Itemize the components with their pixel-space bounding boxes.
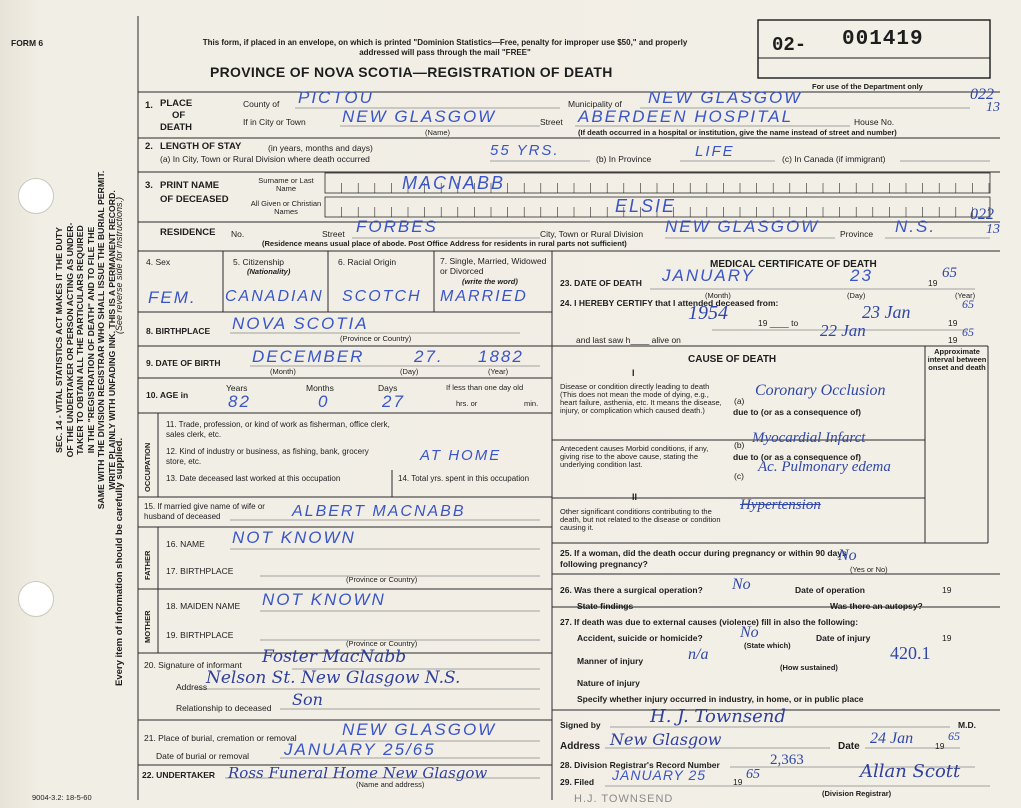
- less-day-label: If less than one day old: [446, 383, 524, 392]
- given-value: ELSIE: [615, 196, 677, 216]
- given-label: All Given or Christian Names: [250, 199, 322, 216]
- undertaker-caption: (Name and address): [356, 780, 425, 789]
- md-label: M.D.: [958, 720, 976, 730]
- dob-label: 9. DATE OF BIRTH: [146, 358, 221, 368]
- occ-12-label: 12. Kind of industry or business, as fishing, bank, grocery store, etc.: [166, 447, 369, 466]
- mother-side-label: MOTHER: [143, 610, 152, 643]
- occ-12-value: AT HOME: [420, 447, 502, 464]
- mother-name-label: 18. MAIDEN NAME: [166, 601, 241, 611]
- cause-of-death-title: CAUSE OF DEATH: [688, 354, 777, 365]
- street-value: ABERDEEN HOSPITAL: [578, 107, 794, 126]
- med-address-value: New Glasgow: [610, 730, 722, 749]
- form-footer-code: 9004-3.2: 18-5-60: [32, 793, 92, 802]
- residence-label: RESIDENCE: [160, 227, 216, 238]
- classification-code: 420.1: [890, 643, 931, 663]
- roman-two: II: [632, 492, 638, 502]
- operation-date-19: 19: [942, 585, 952, 595]
- house-label: House No.: [854, 117, 895, 127]
- physician-stamp: H.J. TOWNSEND: [574, 793, 674, 805]
- autopsy-label: Was there an autopsy?: [830, 601, 923, 611]
- spouse-value: ALBERT MACNABB: [292, 503, 466, 520]
- county-label: County of: [243, 99, 280, 109]
- side-reverse-note: (See reverse side for instructions.): [114, 196, 124, 334]
- marital-label: 7. Single, Married, Widowed or Divorced: [440, 256, 547, 276]
- attended-from: 1954: [688, 302, 728, 324]
- last-saw-label: and last saw h____ alive on: [576, 335, 681, 345]
- med-address-label: Address: [560, 741, 601, 752]
- burial-place-label: 21. Place of burial, cremation or removal: [144, 733, 297, 743]
- father-side-label: FATHER: [143, 550, 152, 580]
- filed-value: JANUARY 25: [612, 767, 707, 783]
- mother-name-value: NOT KNOWN: [262, 590, 386, 609]
- occupation-side-label: OCCUPATION: [143, 442, 152, 492]
- s2-num: 2.: [145, 141, 153, 152]
- residence-note: (Residence means usual place of abode. Post Office Address for residents in rural parts not sufficient): [262, 239, 627, 248]
- q25-label: 25. If a woman, did the death occur during pregnancy or within 90 days following pregnancy?: [560, 548, 847, 569]
- citizenship-value: CANADIAN: [225, 288, 324, 305]
- age-label: 10. AGE in: [146, 390, 189, 400]
- med-date-19: 19: [935, 741, 945, 751]
- division-registrar-caption: (Division Registrar): [822, 789, 892, 798]
- cause-c-label: (c): [734, 471, 744, 481]
- residence-city-value: NEW GLASGOW: [665, 217, 820, 236]
- dod-year-cap: (Year): [955, 291, 976, 300]
- age-years-value: 82: [228, 392, 251, 411]
- dob-month-caption: (Month): [270, 367, 296, 376]
- sex-label: 4. Sex: [146, 257, 171, 267]
- manner-label: Manner of injury: [577, 656, 644, 666]
- undertaker-value: Ross Funeral Home New Glasgow: [228, 764, 488, 782]
- yes-no-caption: (Yes or No): [850, 565, 888, 574]
- s3-title-2: OF DECEASED: [160, 194, 229, 205]
- injury-date-label: Date of injury: [816, 633, 871, 643]
- occ-11-label: 11. Trade, profession, or kind of work as fisherman, office clerk, sales clerk, etc.: [166, 420, 390, 439]
- dod-month: JANUARY: [662, 266, 755, 285]
- nature-label: Nature of injury: [577, 678, 640, 688]
- med-date-label: Date: [838, 741, 860, 752]
- margin-code-1b: 13: [986, 100, 1000, 115]
- informant-signature: Foster MacNabb: [262, 647, 407, 667]
- burial-place-value: NEW GLASGOW: [342, 720, 497, 739]
- burial-date-label: Date of burial or removal: [156, 751, 250, 761]
- name-caption: (Name): [425, 128, 451, 137]
- cause-c-value: Ac. Pulmonary edema: [758, 459, 891, 475]
- s2-hint: (in years, months and days): [268, 143, 373, 153]
- side-line-3: TAKER TO OBTAIN ALL THE PARTICULARS REQUIRED: [75, 225, 85, 455]
- attended-to-label: 19 ____ to: [758, 318, 799, 328]
- mother-birthplace-caption: (Province or Country): [346, 639, 418, 648]
- sex-value: FEM.: [148, 288, 197, 307]
- s3-title-1: PRINT NAME: [160, 180, 220, 191]
- record-number-label: 28. Division Registrar's Record Number: [560, 760, 720, 770]
- racial-value: SCOTCH: [342, 288, 422, 305]
- occ-13-label: 13. Date deceased last worked at this occupation: [166, 474, 341, 483]
- age-months-label: Months: [306, 383, 334, 393]
- margin-code-2b: 13: [986, 222, 1000, 237]
- residence-city-label: City, Town or Rural Division: [540, 229, 644, 239]
- father-name-label: 16. NAME: [166, 539, 205, 549]
- side-every-item: Every item of information should be carefully supplied.: [114, 437, 125, 686]
- cert-prefix: 02-: [772, 34, 807, 56]
- s1-place-label: PLACE: [160, 98, 193, 109]
- age-months-value: 0: [318, 392, 330, 411]
- racial-label: 6. Racial Origin: [338, 257, 397, 267]
- direct-cause-label: Disease or condition directly leading to death (This does not mean the mode of dying, e.g., heart failure, asthenia, etc. It means the disease, injury, or complication which caused death.): [560, 382, 722, 415]
- header-note: This form, if placed in an envelope, on which is printed "Dominion Statistics—Free, penalty for improper use $50," and properly addressed will pass through the mail "FREE": [202, 38, 688, 57]
- nationality-caption: (Nationality): [247, 267, 291, 276]
- informant-label: 20. Signature of informant: [144, 660, 242, 670]
- attended-to-year: 65: [962, 297, 974, 311]
- s2-b-label: (b) In Province: [596, 154, 652, 164]
- s2-title: LENGTH OF STAY: [160, 141, 242, 152]
- attended-to: 23 Jan: [862, 302, 911, 322]
- spouse-label: 15. If married give name of wife or husband of deceased: [144, 502, 265, 521]
- dod-year: 65: [942, 265, 957, 281]
- mother-birthplace-label: 19. BIRTHPLACE: [166, 630, 234, 640]
- birthplace-caption: (Province or Country): [340, 334, 412, 343]
- marital-value: MARRIED: [440, 288, 528, 305]
- interval-label: Approximate interval between onset and death: [927, 347, 987, 372]
- specify-label: Specify whether injury occurred in industry, in home, or in public place: [577, 694, 864, 704]
- municipality-value: NEW GLASGOW: [648, 88, 803, 107]
- side-line-1: SEC. 14 - VITAL STATISTICS ACT MAKES IT THE DUTY: [54, 227, 64, 453]
- s2-b-value: LIFE: [695, 143, 735, 160]
- operation-date-label: Date of operation: [795, 585, 865, 595]
- father-birthplace-label: 17. BIRTHPLACE: [166, 566, 234, 576]
- county-value: PICTOU: [298, 88, 374, 107]
- s2-a-value: 55 YRS.: [490, 142, 560, 159]
- attended-to-19: 19: [948, 318, 958, 328]
- registrar-signature: Allan Scott: [860, 761, 961, 782]
- surname-value: MACNABB: [402, 173, 506, 193]
- cause-a-label: (a): [734, 396, 745, 406]
- last-saw-year: 65: [962, 325, 974, 339]
- surname-label: Surname or Last Name: [258, 176, 314, 193]
- dod-day-cap: (Day): [847, 291, 866, 300]
- residence-province-value: N.S.: [895, 217, 937, 236]
- marital-caption: (write the word): [462, 277, 518, 286]
- residence-street-label: Street: [322, 229, 345, 239]
- residence-street-value: FORBES: [356, 217, 438, 236]
- dob-year-caption: (Year): [488, 367, 509, 376]
- last-saw-value: 22 Jan: [820, 321, 866, 340]
- dob-year: 1882: [478, 347, 524, 366]
- q27-label: 27. If death was due to external causes (violence) fill in also the following:: [560, 617, 859, 627]
- age-days-value: 27: [382, 392, 405, 411]
- medical-cert-title: MEDICAL CERTIFICATE OF DEATH: [710, 259, 877, 270]
- margin-code-1: 022: [970, 86, 994, 103]
- filed-year: 65: [746, 767, 760, 782]
- residence-no-label: No.: [231, 229, 245, 239]
- dod-label: 23. DATE OF DEATH: [560, 278, 642, 288]
- signed-by-value: H. J. Townsend: [650, 706, 786, 727]
- form-title: PROVINCE OF NOVA SCOTIA—REGISTRATION OF DEATH: [210, 64, 613, 80]
- state-which-caption: (State which): [744, 641, 791, 650]
- dob-month: DECEMBER: [252, 347, 365, 366]
- father-birthplace-caption: (Province or Country): [346, 575, 418, 584]
- dob-day: 27.: [414, 347, 444, 366]
- s1-num: 1.: [145, 100, 153, 111]
- certify-label: 24. I HEREBY CERTIFY that I attended deceased from:: [560, 298, 779, 308]
- last-saw-19: 19: [948, 335, 958, 345]
- cause-b-value: Myocardial Infarct: [752, 430, 866, 446]
- dod-day: 23: [850, 266, 873, 285]
- birthplace-label: 8. BIRTHPLACE: [146, 326, 211, 336]
- s1-death-label: DEATH: [160, 122, 193, 133]
- s3-num: 3.: [145, 180, 153, 191]
- filed-19: 19: [733, 777, 743, 787]
- undertaker-label: 22. UNDERTAKER: [142, 770, 216, 780]
- antecedent-label: Antecedent causes Morbid conditions, if any, giving rise to the above cause, stating the underlying condition last.: [560, 444, 709, 469]
- record-number-value: 2,363: [770, 752, 804, 768]
- s1-of-label: OF: [172, 110, 186, 121]
- injury-date-19: 19: [942, 633, 952, 643]
- dod-19: 19: [928, 278, 938, 288]
- burial-date-value: JANUARY 25/65: [284, 740, 436, 759]
- med-date-value: 24 Jan: [870, 730, 914, 747]
- municipality-label: Municipality of: [568, 99, 622, 109]
- side-line-5: SAME WITH THE DIVISION REGISTRAR WHO SHALL ISSUE THE BURIAL PERMIT.: [96, 170, 106, 510]
- q26-label: 26. Was there a surgical operation?: [560, 585, 703, 595]
- street-label: Street: [540, 117, 563, 127]
- birthplace-value: NOVA SCOTIA: [232, 314, 369, 333]
- s2-a-label: (a) In City, Town or Rural Division where death occurred: [160, 154, 370, 164]
- city-value: NEW GLASGOW: [342, 107, 497, 126]
- cert-number: 001419: [842, 28, 924, 51]
- city-label: If in City or Town: [243, 117, 306, 127]
- institution-note: (If death occurred in a hospital or institution, give the name instead of street and number): [578, 128, 897, 137]
- side-line-2: OF THE UNDERTAKER OR PERSON ACTING AS UNDER-: [64, 222, 75, 458]
- due-to-2: due to (or as a consequence of): [733, 452, 861, 462]
- cause-a-value: Coronary Occlusion: [755, 382, 886, 399]
- filed-label: 29. Filed: [560, 777, 595, 787]
- min-label: min.: [524, 399, 539, 408]
- dod-month-cap: (Month): [705, 291, 731, 300]
- margin-code-2: 022: [970, 206, 994, 223]
- form-number: FORM 6: [11, 38, 44, 48]
- age-years-label: Years: [226, 383, 248, 393]
- dept-use-label: For use of the Department only: [812, 82, 923, 91]
- informant-address: Nelson St. New Glasgow N.S.: [206, 668, 461, 688]
- roman-one: I: [632, 368, 635, 378]
- father-name-value: NOT KNOWN: [232, 528, 356, 547]
- other-conditions-label: Other significant conditions contributing to the death, but not related to the disease or condition causing it.: [560, 507, 721, 532]
- hrs-label: hrs. or: [456, 399, 478, 408]
- other-conditions-value: Hypertension: [740, 497, 821, 513]
- dob-day-caption: (Day): [400, 367, 419, 376]
- accident-value: No: [740, 624, 759, 641]
- citizenship-label: 5. Citizenship: [233, 257, 285, 267]
- accident-label: Accident, suicide or homicide?: [577, 633, 703, 643]
- side-line-4: IN THE "REGISTRATION OF DEATH" AND TO FILE THE: [85, 226, 96, 454]
- manner-value: n/a: [688, 646, 709, 663]
- findings-label: State findings: [577, 601, 634, 611]
- cause-b-label: (b): [734, 440, 745, 450]
- age-days-label: Days: [378, 383, 398, 393]
- how-sustained-caption: (How sustained): [780, 663, 838, 672]
- due-to-1: due to (or as a consequence of): [733, 407, 861, 417]
- relationship-value: Son: [292, 690, 323, 709]
- med-date-year: 65: [948, 729, 960, 743]
- residence-province-label: Province: [840, 229, 874, 239]
- occ-14-label: 14. Total yrs. spent in this occupation: [398, 474, 530, 483]
- relationship-label: Relationship to deceased: [176, 703, 272, 713]
- informant-address-label: Address: [176, 682, 208, 692]
- s2-c-label: (c) In Canada (if immigrant): [782, 154, 886, 164]
- q25-value: No: [838, 547, 857, 564]
- signed-by-label: Signed by: [560, 720, 601, 730]
- q26-value: No: [732, 576, 751, 593]
- side-line-6: WRITE PLAINLY WITH UNFADING INK. THIS IS A PERMANENT RECORD.: [106, 190, 117, 490]
